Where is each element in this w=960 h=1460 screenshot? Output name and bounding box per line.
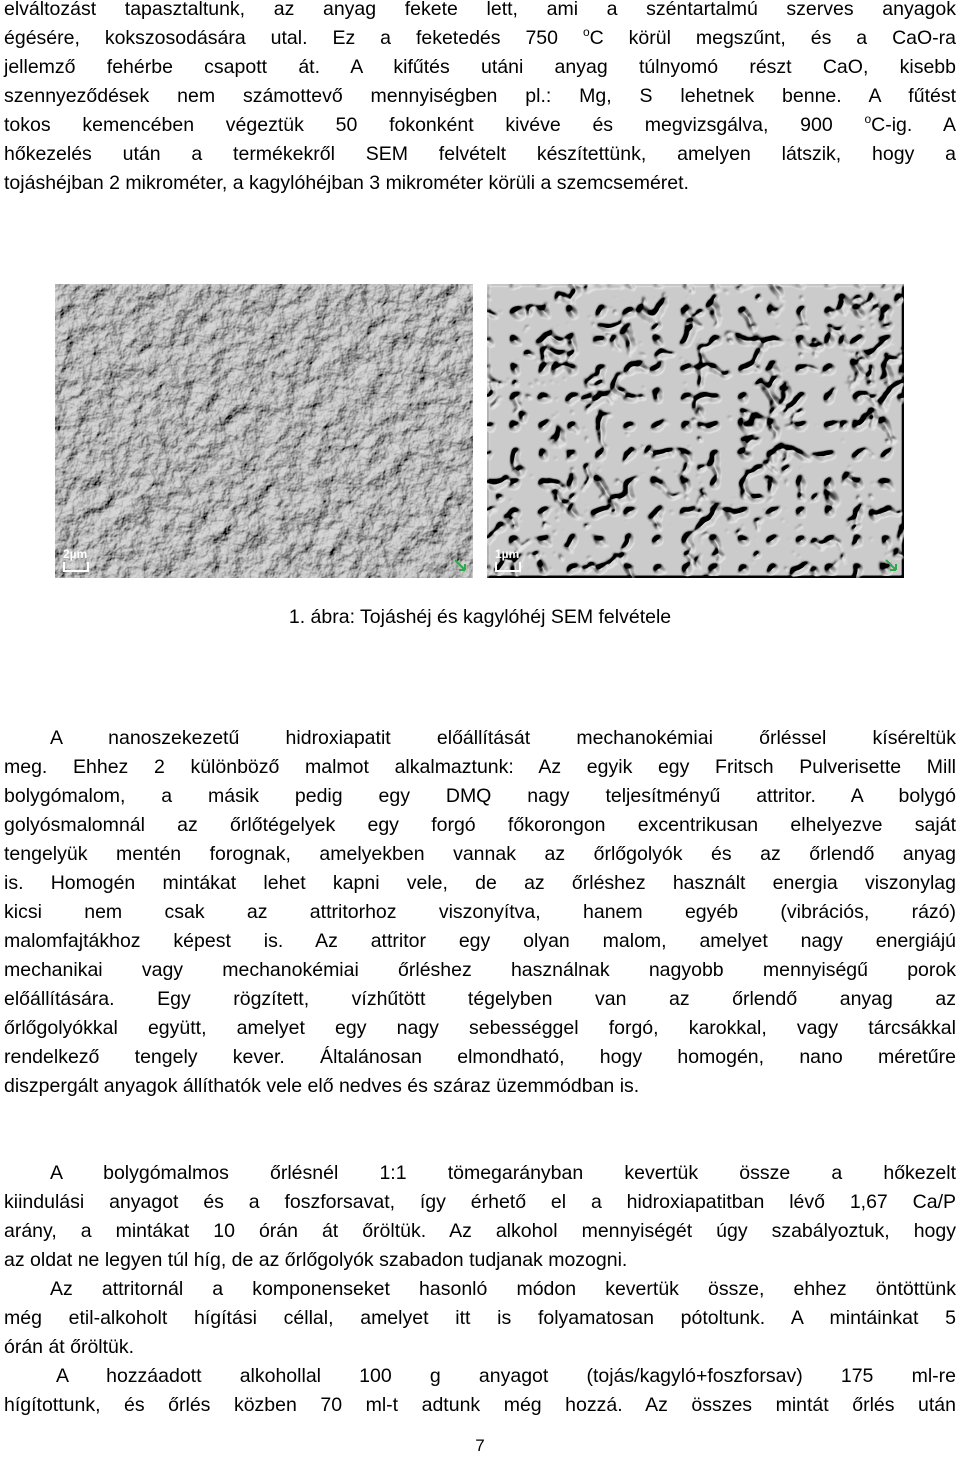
text-line: tokos kemencében végeztük 50 fokonként kivéve és megvizsgálva, 900 $^o$C-ig. A [4,112,956,136]
scale-bar [495,547,521,572]
text-line: A hozzáadott alkohollal 100 g anyagot (tojás/kagyló+foszforsav) 175 ml-re [56,1365,956,1387]
text-line: diszpergált anyagok állíthatók vele elő nedves és száraz üzemmódban is. [4,1075,640,1097]
scale-label: 2µm [63,547,88,561]
text-line: szennyeződések nem számottevő mennyiségben pl.: Mg, S lehetnek benne. A fűtést [4,85,956,107]
text-line: malomfajtákhoz képest is. Az attritor egy olyan malom, amelyet nagy energiájú [4,930,956,952]
paragraph-1 [4,0,956,198]
text-line: meg. Ehhez 2 különböző malmot alkalmaztunk: Az egyik egy Fritsch Pulverisette Mill [4,756,956,778]
text-line: kiindulási anyagot és a foszforsavat, így érhető el a hidroxiapatitban lévő 1,67 Ca/P [4,1191,956,1213]
text-line: bolygómalom, a másik pedig egy DMQ nagy teljesítményű attritor. A bolygó [4,785,956,807]
paragraph-3 [4,1159,956,1275]
text-line: még etil-alkoholt hígítási céllal, amelyet itt is folyamatosan pótoltunk. A mintáinkat 5 [4,1307,956,1329]
text-line: órán át őröltük. [4,1336,135,1358]
text-line: őrlőgolyókkal együtt, amelyet egy nagy sebességgel forgó, karokkal, vagy tárcsákkal [4,1017,956,1039]
paragraph-2 [4,724,956,1101]
paragraph-5 [4,1362,956,1420]
text-line: tengelyük mentén forognak, amelyekben vannak az őrlőgolyók és az őrlendő anyag [4,843,956,865]
text-line: rendelkező tengely kever. Általánosan elmondható, hogy homogén, nano méretűre [4,1046,956,1068]
text-line: előállítására. Egy rögzített, vízhűtött tégelyben van az őrlendő anyag az [4,988,956,1010]
arrow-icon [884,558,898,572]
eggshell-sem-image [55,284,473,578]
shell-sem-image [487,284,904,578]
scale-bar [63,547,89,572]
figure-caption: 1. ábra: Tojáshéj és kagylóhéj SEM felvétele [288,606,672,628]
scale-label: 1µm [495,547,520,561]
text-line: A bolygómalmos őrlésnél 1:1 tömegarányban kevertük össze a hőkezelt [50,1162,956,1184]
text-line: égésére, kokszosodására utal. Ez a feketedés 750 $^o$C körül megszűnt, és a CaO-ra [4,25,956,49]
text-line: az oldat ne legyen túl híg, de az őrlőgolyók szabadon tudjanak mozogni. [4,1249,628,1271]
paragraph-4 [4,1275,956,1362]
text-line: golyósmalomnál az őrlőtégelyek egy forgó főkorongon excentrikusan elhelyezve saját [4,814,956,836]
text-line: tojáshéjban 2 mikrométer, a kagylóhéjban 3 mikrométer körüli a szemcseméret. [4,172,689,194]
page-number: 7 [475,1436,485,1455]
arrow-icon [453,558,467,572]
text-line: mechanikai vagy mechanokémiai őrléshez használnak nagyobb mennyiségű porok [4,959,956,981]
text-line: hígítottunk, és őrlés közben 70 ml-t adtunk még hozzá. Az összes mintát őrlés után [4,1394,956,1416]
text-line: elváltozást tapasztaltunk, az anyag fekete lett, ami a széntartalmú szerves anyagok [4,0,956,20]
text-line: jellemző fehérbe csapott át. A kifűtés utáni anyag túlnyomó részt CaO, kisebb [4,56,956,78]
text-line: Az attritornál a komponenseket hasonló módon kevertük össze, ehhez öntöttünk [50,1278,956,1300]
text-line: hőkezelés után a termékekről SEM felvételt készítettünk, amelyen látszik, hogy a [4,143,956,165]
text-line: A nanoszekezetű hidroxiapatit előállítását mechanokémiai őrléssel kíséreltük [50,727,956,749]
text-line: kicsi nem csak az attritorhoz viszonyítva, hanem egyéb (vibrációs, rázó) [4,901,956,923]
text-line: is. Homogén mintákat lehet kapni vele, de az őrléshez használt energia viszonylag [4,872,956,894]
text-line: arány, a mintákat 10 órán át őröltük. Az alkohol mennyiségét úgy szabályoztuk, hogy [4,1220,956,1242]
